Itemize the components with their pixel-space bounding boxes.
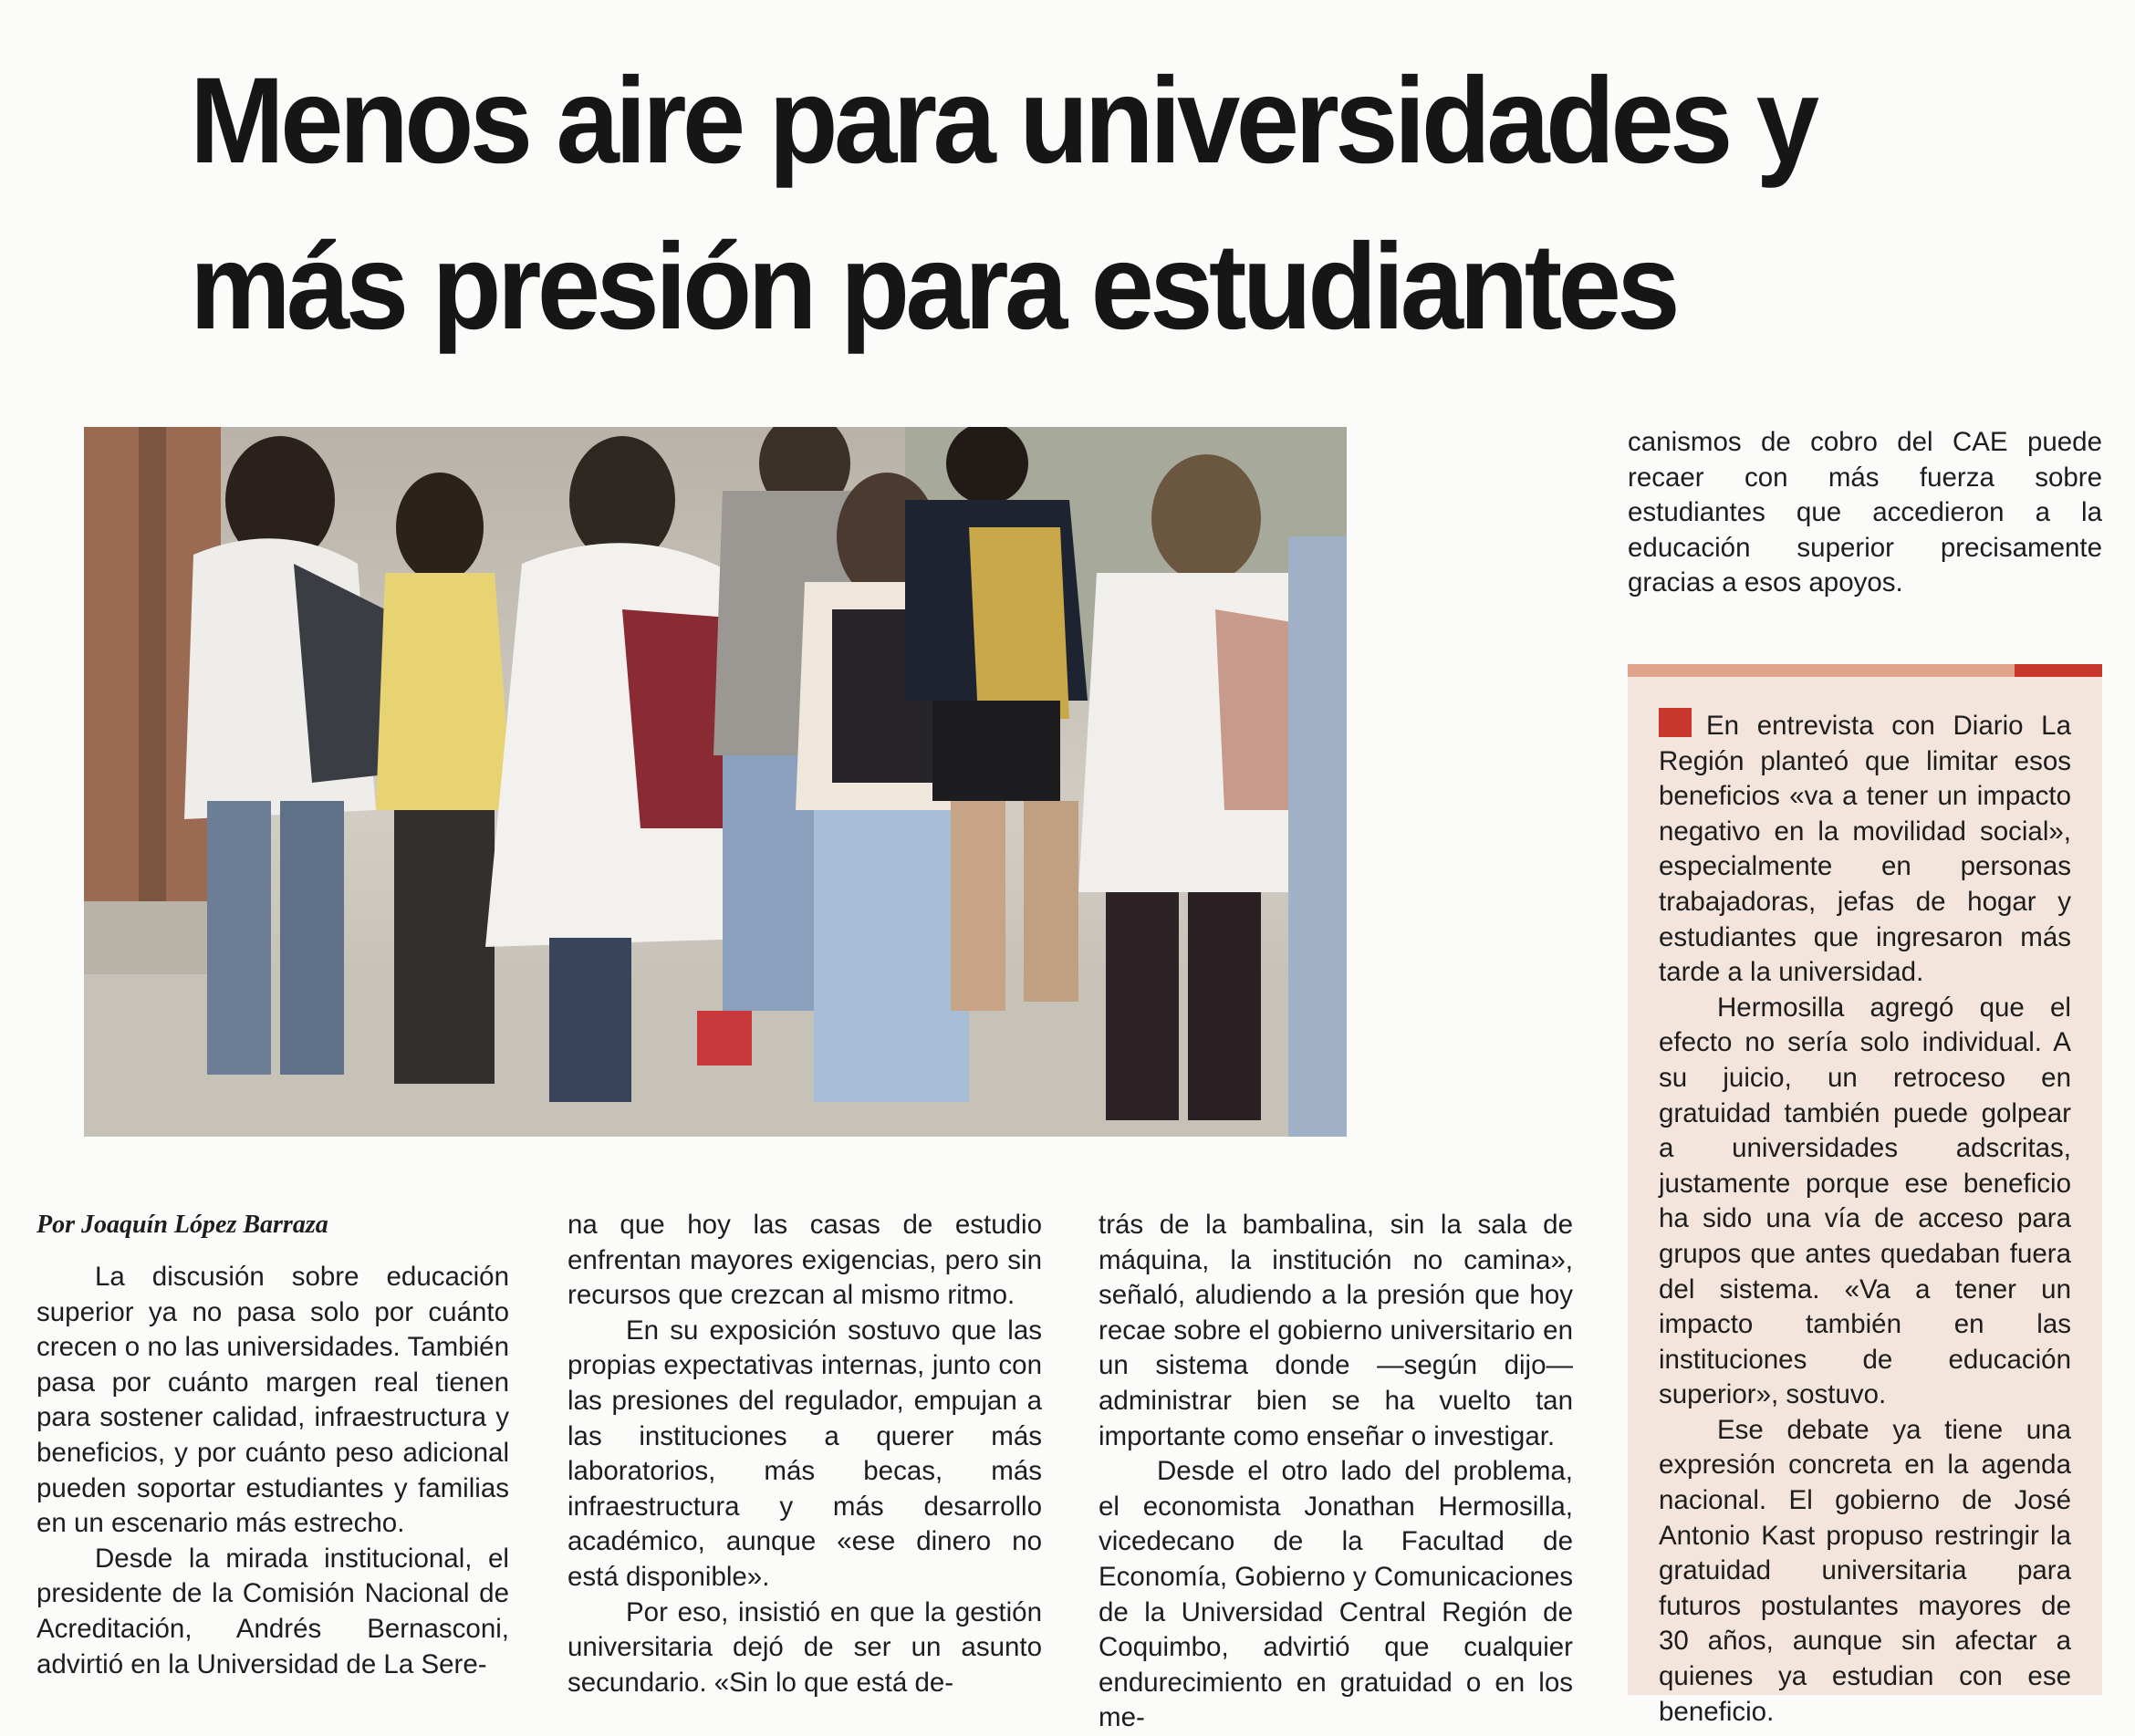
article-column-4 xyxy=(1628,425,2102,601)
sidebar-paragraph-1 xyxy=(1659,708,2071,991)
byline: Por Joaquín López Barraza xyxy=(36,1211,328,1239)
paragraph: En entrevista con Diario La Región planteó que limitar esos beneficios «va a tener un impacto negativo en la movilidad social», especialmente en personas trabajadoras, jefas de hogar y estudiantes que ingresaron más tarde a la universidad. xyxy=(1659,711,2071,988)
article-column-3 xyxy=(1099,1208,1573,1736)
article-column-2 xyxy=(568,1208,1042,1700)
paragraph: En su exposición sostuvo que las propias expectativas internas, junto con las presiones del regulador, empujan a las instituciones a querer más laboratorios, más becas, más infraestructura y más desarrollo académico, aunque «ese dinero no está disponible». xyxy=(568,1315,1042,1592)
article-photo xyxy=(84,427,1347,1137)
sidebar-accent-bar xyxy=(2015,664,2102,677)
paragraph: La discusión sobre educación superior ya no pasa solo por cuánto crecen o no las universidades. También pasa por cuánto margen real tienen para sostener calidad, infraestructura y beneficios, y por cuánto peso adicional pueden soportar estudiantes y familias en un escenario más estrecho. xyxy=(36,1262,509,1539)
red-square-bullet-icon xyxy=(1659,708,1692,737)
sidebar-box xyxy=(1628,664,2102,1727)
paragraph: Desde el otro lado del problema, el economista Jonathan Hermosilla, vicedecano de la Facultad de Economía, Gobierno y Comunicaciones de la Universidad Central Región de Coquimbo, advirtió que cualquier endurecimiento en gratuidad o en los me- xyxy=(1099,1456,1573,1733)
students-walking-photo-icon xyxy=(84,427,1347,1137)
paragraph: Ese debate ya tiene una expresión concreta en la agenda nacional. El gobierno de José Antonio Kast propuso restringir la gratuidad universitaria para futuros postulantes mayores de 30 años, aunque sin afectar a quienes ya estudian con ese beneficio. xyxy=(1659,1414,2071,1727)
paragraph: Desde la mirada institucional, el presidente de la Comisión Nacional de Acreditación, Andrés Bernasconi, advirtió en la Universidad de La Sere- xyxy=(36,1543,509,1679)
paragraph: canismos de cobro del CAE puede recaer con más fuerza sobre estudiantes que accedieron a la educación superior precisamente gracias a esos apoyos. xyxy=(1628,427,2102,598)
headline-line-2: más presión para estudiantes xyxy=(190,219,1676,355)
paragraph: na que hoy las casas de estudio enfrentan mayores exigencias, pero sin recursos que crezcan al mismo ritmo. xyxy=(568,1210,1042,1311)
paragraph: trás de la bambalina, sin la sala de máquina, la institución no camina», señaló, aludiendo a la presión que hoy recae sobre el gobierno universitario en un sistema donde —según dijo— administrar bien se ha vuelto tan importante como enseñar o investigar. xyxy=(1099,1210,1573,1451)
sidebar-text xyxy=(1659,708,2071,1730)
paragraph: Por eso, insistió en que la gestión universitaria dejó de ser un asunto secundario. «Sin lo que está de- xyxy=(568,1596,1042,1698)
article-column-1 xyxy=(36,1208,509,1682)
paragraph: Hermosilla agregó que el efecto no sería solo individual. A su juicio, un retroceso en gratuidad también puede golpear a universidades adscritas, justamente porque ese beneficio ha sido una vía de acceso para grupos que antes quedaban fuera del sistema. «Va a tener un impacto también en las instituciones de educación superior», sostuvo. xyxy=(1659,992,2071,1410)
headline xyxy=(190,38,1887,370)
headline-line-1: Menos aire para universidades y xyxy=(190,53,1816,189)
